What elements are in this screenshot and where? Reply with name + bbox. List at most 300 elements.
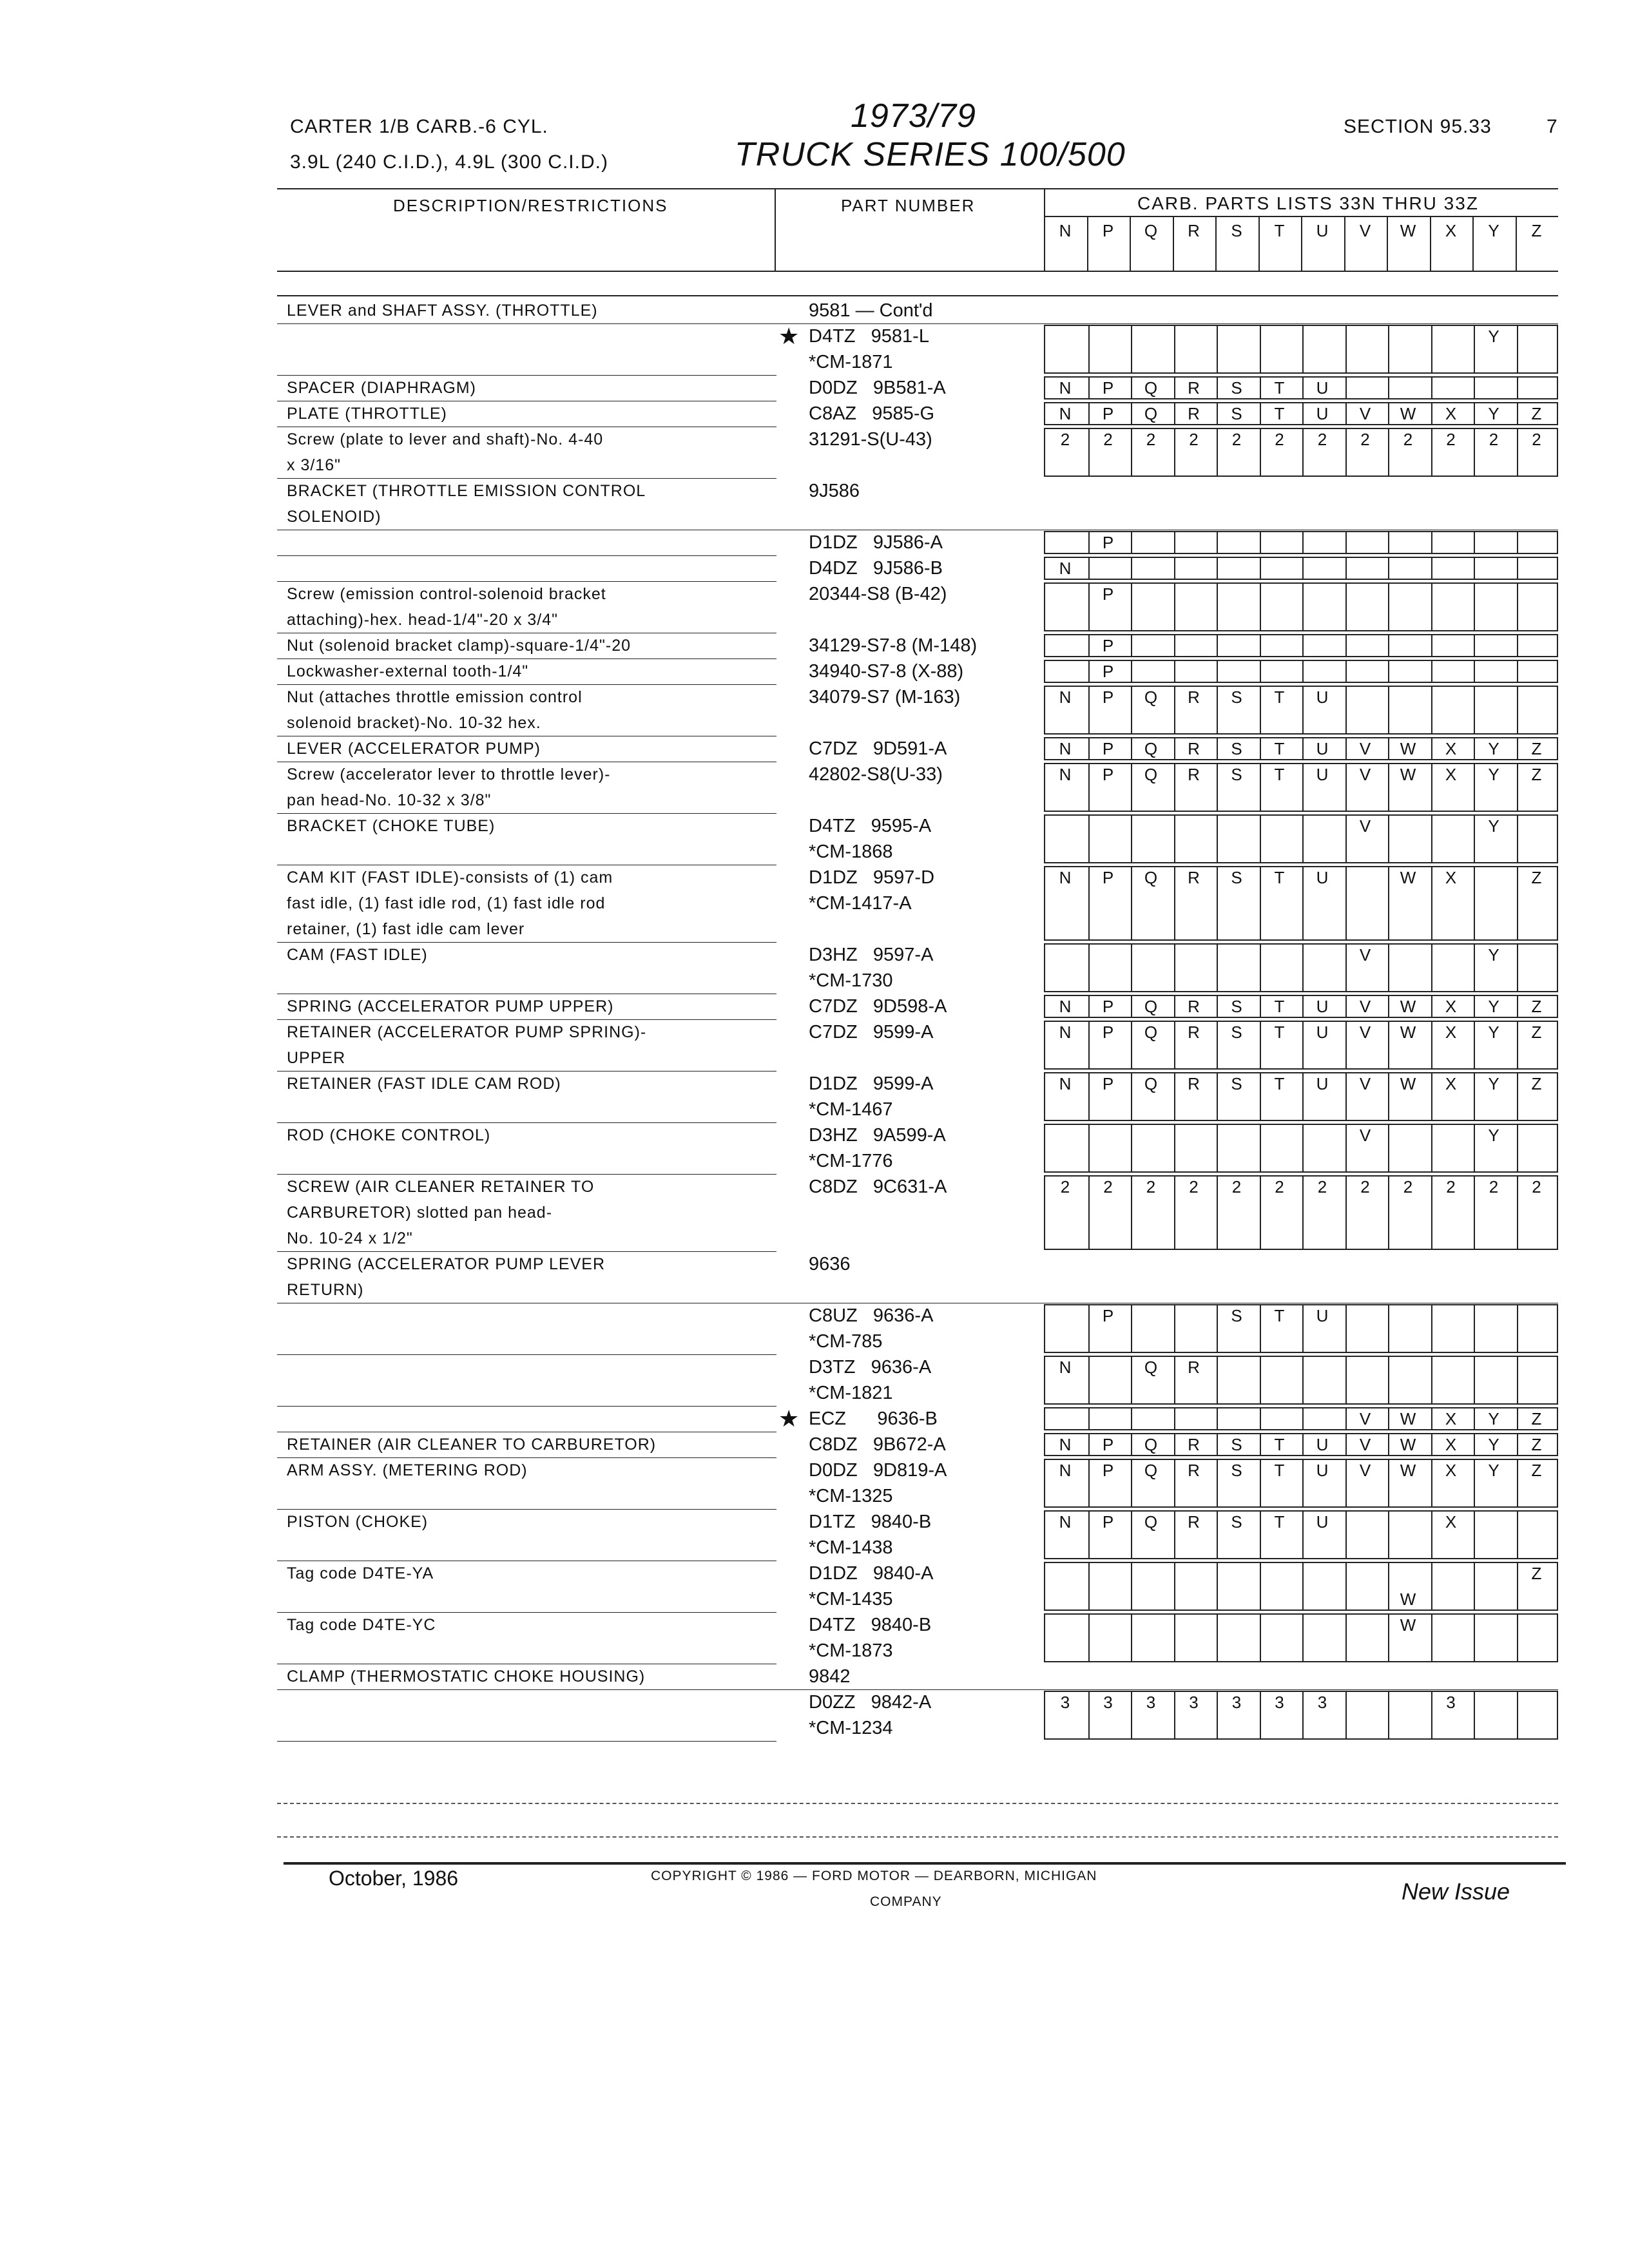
description-line: CLAMP (THERMOSTATIC CHOKE HOUSING) <box>287 1667 646 1686</box>
carb-cell-x: 3 <box>1446 1693 1456 1712</box>
carb-cell-u: U <box>1316 997 1329 1016</box>
column-divider <box>1258 216 1260 271</box>
carb-cell-x: X <box>1445 868 1457 887</box>
description-line: attaching)-hex. head-1/4"-20 x 3/4" <box>287 611 559 629</box>
part-number-line: *CM-785 <box>809 1331 883 1352</box>
carb-cell-z: Z <box>1531 765 1542 784</box>
carb-cell-u: U <box>1316 1435 1329 1454</box>
row-part-number <box>809 1251 851 1277</box>
part-number-line: *CM-1234 <box>809 1718 893 1738</box>
carb-cell-y: Y <box>1488 1126 1499 1145</box>
part-number-line: D0DZ 9B581-A <box>809 378 946 398</box>
carb-cell-n: N <box>1059 868 1072 887</box>
carb-cell-x: X <box>1445 739 1457 758</box>
column-divider <box>1173 216 1174 271</box>
row-part-number <box>809 1406 938 1432</box>
carb-cell-x: 2 <box>1446 430 1456 449</box>
carb-cell-n: N <box>1059 997 1072 1016</box>
carb-cell-w: W <box>1400 1409 1416 1428</box>
part-number-line: *CM-1325 <box>809 1486 893 1506</box>
part-number-line: D1TZ 9840-B <box>809 1512 932 1532</box>
carb-cell-q: 2 <box>1146 430 1156 449</box>
carb-cell-n: N <box>1059 1074 1072 1093</box>
carb-cell-r: R <box>1188 1358 1200 1377</box>
description-line: SPACER (DIAPHRAGM) <box>287 379 476 397</box>
carb-cell-t: T <box>1274 1306 1285 1325</box>
row-part-number <box>809 427 932 452</box>
part-number-line: D4TZ 9840-B <box>809 1615 932 1635</box>
carb-cell-n: N <box>1059 378 1072 398</box>
carb-cell-p: P <box>1102 1461 1114 1480</box>
part-number-line: C7DZ 9599-A <box>809 1022 934 1043</box>
row-part-number <box>809 1509 931 1561</box>
carb-cell-n: N <box>1059 739 1072 758</box>
description-line: UPPER <box>287 1049 346 1067</box>
description-line: Tag code D4TE-YC <box>287 1616 436 1634</box>
carb-cell-u: U <box>1316 404 1329 423</box>
row-description <box>287 1174 594 1251</box>
row-grid <box>1044 1562 1558 1611</box>
carb-cell-q: Q <box>1144 1074 1158 1093</box>
row-part-number <box>809 1071 933 1122</box>
carb-cell-n: N <box>1059 1461 1072 1480</box>
carb-cell-s: S <box>1231 997 1242 1016</box>
carb-cell-r: R <box>1188 765 1200 784</box>
part-number-line: *CM-1868 <box>809 841 893 862</box>
carb-cell-u: 2 <box>1317 430 1327 449</box>
part-number-line: D1DZ 9840-A <box>809 1563 934 1584</box>
row-part-number <box>809 1303 933 1354</box>
description-line: SPRING (ACCELERATOR PUMP LEVER <box>287 1255 606 1273</box>
column-header-r: R <box>1188 221 1200 240</box>
description-line: pan head-No. 10-32 x 3/8" <box>287 791 492 809</box>
carb-cell-z: Z <box>1531 1023 1542 1042</box>
carb-cell-x: X <box>1445 1512 1457 1532</box>
part-number-line: *CM-1776 <box>809 1151 893 1171</box>
carb-cell-n: N <box>1059 1023 1072 1042</box>
carb-cell-q: Q <box>1144 1461 1158 1480</box>
part-number-line: C7DZ 9D598-A <box>809 996 947 1017</box>
row-part-number <box>809 762 943 787</box>
carb-cell-v: V <box>1359 997 1371 1016</box>
carb-cell-r: 3 <box>1189 1693 1199 1712</box>
carb-cell-s: 3 <box>1231 1693 1242 1712</box>
carb-cell-y: Y <box>1488 997 1499 1016</box>
row-part-number <box>809 813 931 865</box>
row-part-number <box>809 1689 931 1741</box>
column-divider <box>1430 216 1431 271</box>
carb-cell-q: Q <box>1144 997 1158 1016</box>
carb-cell-p: P <box>1102 662 1114 681</box>
part-number-line: *CM-1730 <box>809 970 893 991</box>
part-number-line: C8UZ 9636-A <box>809 1305 934 1326</box>
column-header-part-number: PART NUMBER <box>841 196 976 215</box>
carb-cell-y: 2 <box>1489 430 1499 449</box>
carb-cell-s: S <box>1231 1074 1242 1093</box>
header-section: SECTION 95.33 <box>1344 116 1492 137</box>
description-line: Nut (solenoid bracket clamp)-square-1/4"-20 <box>287 637 631 655</box>
description-line: solenoid bracket)-No. 10-32 hex. <box>287 714 541 732</box>
column-divider <box>1516 216 1517 271</box>
description-line: Tag code D4TE-YA <box>287 1564 434 1582</box>
part-number-line: 42802-S8(U-33) <box>809 764 943 785</box>
carb-cell-r: R <box>1188 868 1200 887</box>
carb-cell-v: V <box>1359 1023 1371 1042</box>
row-description <box>287 1432 656 1457</box>
carb-cell-z: Z <box>1531 1564 1542 1583</box>
carb-cell-w: W <box>1400 997 1416 1016</box>
part-number-line: 34129-S7-8 (M-148) <box>809 635 978 656</box>
part-number-line: *CM-1435 <box>809 1589 893 1610</box>
carb-cell-x: 2 <box>1446 1177 1456 1196</box>
row-description <box>287 736 541 762</box>
row-part-number <box>809 1561 933 1612</box>
carb-cell-v: 2 <box>1360 1177 1370 1196</box>
carb-cell-q: Q <box>1144 1023 1158 1042</box>
carb-cell-r: R <box>1188 1512 1200 1532</box>
part-number-line: D0DZ 9D819-A <box>809 1460 947 1481</box>
row-separator <box>277 1406 776 1407</box>
row-part-number <box>809 555 943 581</box>
table-top-rule <box>277 188 1558 189</box>
row-part-number <box>809 684 960 710</box>
carb-cell-t: T <box>1274 378 1285 398</box>
new-part-star-icon: ★ <box>778 323 800 349</box>
row-part-number <box>809 581 947 607</box>
carb-cell-z: Z <box>1531 1461 1542 1480</box>
column-divider <box>1387 216 1388 271</box>
row-description <box>287 658 528 684</box>
carb-cell-q: Q <box>1144 404 1158 423</box>
carb-cell-s: S <box>1231 378 1242 398</box>
description-line: Lockwasher-external tooth-1/4" <box>287 662 529 680</box>
column-header-y: Y <box>1488 221 1499 240</box>
carb-cell-n: N <box>1059 559 1072 578</box>
carb-cell-p: 2 <box>1103 430 1113 449</box>
row-description <box>287 1664 645 1689</box>
description-line: CAM (FAST IDLE) <box>287 946 428 964</box>
row-description <box>287 1019 646 1071</box>
description-line: CARBURETOR) slotted pan head- <box>287 1204 553 1222</box>
carb-cell-p: 2 <box>1103 1177 1113 1196</box>
column-header-z: Z <box>1531 221 1542 240</box>
row-part-number <box>809 1174 947 1200</box>
column-divider <box>1087 216 1088 271</box>
row-part-number <box>809 1019 933 1045</box>
carb-cell-p: P <box>1102 1074 1114 1093</box>
carb-cell-t: T <box>1274 739 1285 758</box>
carb-cell-r: R <box>1188 1074 1200 1093</box>
carb-cell-t: T <box>1274 1512 1285 1532</box>
row-part-number <box>809 633 977 658</box>
description-line: SPRING (ACCELERATOR PUMP UPPER) <box>287 997 614 1015</box>
part-number-line: 34940-S7-8 (X-88) <box>809 661 964 682</box>
body-top-rule <box>277 295 1558 296</box>
carb-cell-z: Z <box>1531 997 1542 1016</box>
column-header-u: U <box>1316 221 1329 240</box>
header-series-title: TRUCK SERIES 100/500 <box>735 136 1126 173</box>
carb-cell-r: R <box>1188 404 1200 423</box>
column-header-x: X <box>1445 221 1457 240</box>
description-line: Screw (accelerator lever to throttle lever)- <box>287 765 611 783</box>
row-grid <box>1044 557 1558 580</box>
column-header-n: N <box>1059 221 1072 240</box>
carb-cell-w: 2 <box>1403 430 1413 449</box>
carb-cell-v: V <box>1359 404 1371 423</box>
carb-cell-s: 2 <box>1231 1177 1242 1196</box>
description-line: Nut (attaches throttle emission control <box>287 688 583 706</box>
carb-cell-t: T <box>1274 765 1285 784</box>
carb-cell-p: 3 <box>1103 1693 1113 1712</box>
description-line: RETAINER (AIR CLEANER TO CARBURETOR) <box>287 1436 657 1454</box>
carb-cell-y: Y <box>1488 327 1499 346</box>
carb-cell-n: 2 <box>1060 1177 1070 1196</box>
carb-cell-t: T <box>1274 1461 1285 1480</box>
row-description <box>287 581 606 633</box>
carb-cell-w: W <box>1400 868 1416 887</box>
carb-cell-w: W <box>1400 404 1416 423</box>
carb-cell-u: U <box>1316 868 1329 887</box>
carb-cell-q: Q <box>1144 1435 1158 1454</box>
header-left-line1: CARTER 1/B CARB.-6 CYL. <box>290 116 548 137</box>
row-part-number <box>809 530 943 555</box>
header-left-line2: 3.9L (240 C.I.D.), 4.9L (300 C.I.D.) <box>290 151 608 173</box>
carb-cell-w: W <box>1400 1461 1416 1480</box>
carb-cell-w: W <box>1400 765 1416 784</box>
carb-cell-r: R <box>1188 1461 1200 1480</box>
row-part-number <box>809 298 933 323</box>
part-number-line: D1DZ 9599-A <box>809 1073 934 1094</box>
carb-cell-x: X <box>1445 1435 1457 1454</box>
description-line: No. 10-24 x 1/2" <box>287 1229 413 1247</box>
carb-cell-u: U <box>1316 1306 1329 1325</box>
part-number-line: 9J586 <box>809 481 860 501</box>
description-line: retainer, (1) fast idle cam lever <box>287 920 525 938</box>
column-divider <box>1472 216 1474 271</box>
carb-cell-s: S <box>1231 404 1242 423</box>
carb-cell-w: 2 <box>1403 1177 1413 1196</box>
header-page-number: 7 <box>1547 116 1558 137</box>
row-description <box>287 427 603 478</box>
column-divider <box>1344 216 1345 271</box>
part-number-line: D0ZZ 9842-A <box>809 1692 932 1713</box>
carb-cell-n: N <box>1059 1358 1072 1377</box>
carb-cell-y: Y <box>1488 739 1499 758</box>
row-separator <box>277 555 776 556</box>
carb-cell-s: S <box>1231 1435 1242 1454</box>
carb-cell-p: P <box>1102 687 1114 707</box>
row-grid <box>1044 1613 1558 1662</box>
row-part-number <box>809 658 963 684</box>
carb-cell-y: Y <box>1488 404 1499 423</box>
column-header-carb-lists: CARB. PARTS LISTS 33N THRU 33Z <box>1137 193 1479 213</box>
carb-cell-n: 3 <box>1060 1693 1070 1712</box>
carb-cell-w: W <box>1400 1435 1416 1454</box>
carb-cell-y: Y <box>1488 1461 1499 1480</box>
carb-cell-y: Y <box>1488 816 1499 836</box>
carb-cell-v: V <box>1359 1074 1371 1093</box>
carb-cell-y: Y <box>1488 1074 1499 1093</box>
part-number-line: C8DZ 9C631-A <box>809 1177 947 1197</box>
row-part-number <box>809 942 933 994</box>
column-header-p: P <box>1102 221 1114 240</box>
carb-cell-q: Q <box>1144 739 1158 758</box>
part-number-line: 9581 — Cont'd <box>809 300 933 321</box>
footer-copyright-line1: COPYRIGHT © 1986 — FORD MOTOR — DEARBORN, MICHIGAN <box>651 1869 1097 1883</box>
carb-cell-u: U <box>1316 739 1329 758</box>
carb-cell-s: S <box>1231 1306 1242 1325</box>
description-line: ROD (CHOKE CONTROL) <box>287 1126 491 1144</box>
carb-cell-r: R <box>1188 687 1200 707</box>
description-line: fast idle, (1) fast idle rod, (1) fast idle rod <box>287 894 606 912</box>
part-number-line: D4DZ 9J586-B <box>809 558 943 579</box>
carb-cell-r: R <box>1188 1023 1200 1042</box>
carb-cell-u: U <box>1316 378 1329 398</box>
row-grid <box>1044 1356 1558 1405</box>
carb-cell-s: S <box>1231 739 1242 758</box>
part-number-line: *CM-1871 <box>809 352 893 372</box>
description-line: x 3/16" <box>287 456 341 474</box>
description-line: CAM KIT (FAST IDLE)-consists of (1) cam <box>287 869 613 887</box>
carb-cell-x: X <box>1445 765 1457 784</box>
carb-cell-p: P <box>1102 765 1114 784</box>
row-description <box>287 813 495 839</box>
carb-cell-y: Y <box>1488 1023 1499 1042</box>
carb-cell-s: S <box>1231 868 1242 887</box>
row-part-number <box>809 1612 931 1664</box>
footer-rule <box>284 1862 1566 1865</box>
carb-cell-v: V <box>1359 1409 1371 1428</box>
row-description <box>287 762 610 813</box>
carb-cell-w: W <box>1400 1023 1416 1042</box>
carb-cell-v: V <box>1359 816 1371 836</box>
header-years: 1973/79 <box>851 97 976 135</box>
carb-cell-n: N <box>1059 765 1072 784</box>
carb-cell-v: 2 <box>1360 430 1370 449</box>
header-divider-desc <box>775 188 776 271</box>
carb-cell-q: Q <box>1144 378 1158 398</box>
carb-cell-s: 2 <box>1231 430 1242 449</box>
carb-cell-s: S <box>1231 765 1242 784</box>
row-part-number <box>809 1664 851 1689</box>
part-number-line: *CM-1438 <box>809 1537 893 1558</box>
column-header-t: T <box>1274 221 1285 240</box>
row-description <box>287 1251 605 1303</box>
column-divider <box>1301 216 1302 271</box>
row-description <box>287 994 613 1019</box>
column-divider <box>1215 216 1217 271</box>
part-number-line: *CM-1467 <box>809 1099 893 1120</box>
carb-cell-p: P <box>1102 997 1114 1016</box>
carb-cell-z: Z <box>1531 739 1542 758</box>
carb-cell-u: 2 <box>1317 1177 1327 1196</box>
carb-cell-r: R <box>1188 739 1200 758</box>
carb-cell-u: 3 <box>1317 1693 1327 1712</box>
row-description <box>287 1122 490 1148</box>
description-line: BRACKET (THROTTLE EMISSION CONTROL <box>287 482 646 500</box>
part-number-line: *CM-1417-A <box>809 893 912 914</box>
description-line: PISTON (CHOKE) <box>287 1513 429 1531</box>
carb-cell-p: P <box>1102 739 1114 758</box>
part-number-line: C7DZ 9D591-A <box>809 738 947 759</box>
carb-cell-r: R <box>1188 378 1200 398</box>
part-number-line: D3HZ 9597-A <box>809 945 934 965</box>
row-description <box>287 478 646 530</box>
carb-cell-t: 2 <box>1275 1177 1284 1196</box>
carb-cell-v: V <box>1359 1461 1371 1480</box>
carb-cell-r: 2 <box>1189 430 1199 449</box>
row-description <box>287 684 583 736</box>
row-description <box>287 298 598 323</box>
carb-cell-n: N <box>1059 404 1072 423</box>
row-part-number <box>809 323 929 375</box>
carb-cell-w: W <box>1400 1615 1416 1635</box>
carb-cell-q: Q <box>1144 868 1158 887</box>
table-header-bottom-rule <box>277 271 1558 272</box>
description-line: RETURN) <box>287 1281 364 1299</box>
row-description <box>287 375 476 401</box>
carb-cell-p: P <box>1102 1512 1114 1532</box>
row-part-number <box>809 1122 946 1174</box>
carb-cell-z: 2 <box>1532 430 1541 449</box>
description-line: ARM ASSY. (METERING ROD) <box>287 1461 528 1479</box>
carb-cell-t: T <box>1274 997 1285 1016</box>
carb-cell-t: 3 <box>1275 1693 1284 1712</box>
carb-cell-x: X <box>1445 1409 1457 1428</box>
row-part-number <box>809 1354 931 1406</box>
row-part-number <box>809 375 946 401</box>
row-part-number <box>809 478 860 504</box>
carb-cell-u: U <box>1316 1023 1329 1042</box>
carb-cell-r: R <box>1188 997 1200 1016</box>
part-number-line: 34079-S7 (M-163) <box>809 687 961 707</box>
carb-cell-u: U <box>1316 1512 1329 1532</box>
carb-cell-w: W <box>1400 1074 1416 1093</box>
carb-cell-u: U <box>1316 687 1329 707</box>
carb-cell-v: V <box>1359 945 1371 965</box>
carb-cell-p: P <box>1102 533 1114 552</box>
row-description <box>287 865 613 942</box>
carb-cell-x: X <box>1445 997 1457 1016</box>
carb-cell-r: 2 <box>1189 1177 1199 1196</box>
carb-cell-t: 2 <box>1275 430 1284 449</box>
row-part-number <box>809 865 934 916</box>
row-description <box>287 1071 561 1097</box>
description-line: SOLENOID) <box>287 508 381 526</box>
row-description <box>287 401 447 427</box>
carb-cell-y: Y <box>1488 765 1499 784</box>
carb-cell-t: T <box>1274 687 1285 707</box>
description-line: Screw (emission control-solenoid bracket <box>287 585 606 603</box>
description-line: LEVER and SHAFT ASSY. (THROTTLE) <box>287 302 598 320</box>
carb-cell-u: U <box>1316 1074 1329 1093</box>
column-header-s: S <box>1231 221 1242 240</box>
carb-cell-q: Q <box>1144 765 1158 784</box>
carb-cell-s: S <box>1231 1023 1242 1042</box>
carb-cell-x: X <box>1445 1461 1457 1480</box>
part-number-line: D1DZ 9J586-A <box>809 532 943 553</box>
carb-cell-u: U <box>1316 765 1329 784</box>
carb-cell-n: N <box>1059 687 1072 707</box>
description-line: Screw (plate to lever and shaft)-No. 4-40 <box>287 430 604 448</box>
part-number-line: 31291-S(U-43) <box>809 429 932 450</box>
carb-cell-v: V <box>1359 1126 1371 1145</box>
carb-cell-u: U <box>1316 1461 1329 1480</box>
description-line: LEVER (ACCELERATOR PUMP) <box>287 740 541 758</box>
carb-cell-z: Z <box>1531 868 1542 887</box>
part-number-line: 9636 <box>809 1254 851 1274</box>
column-header-v: V <box>1359 221 1371 240</box>
